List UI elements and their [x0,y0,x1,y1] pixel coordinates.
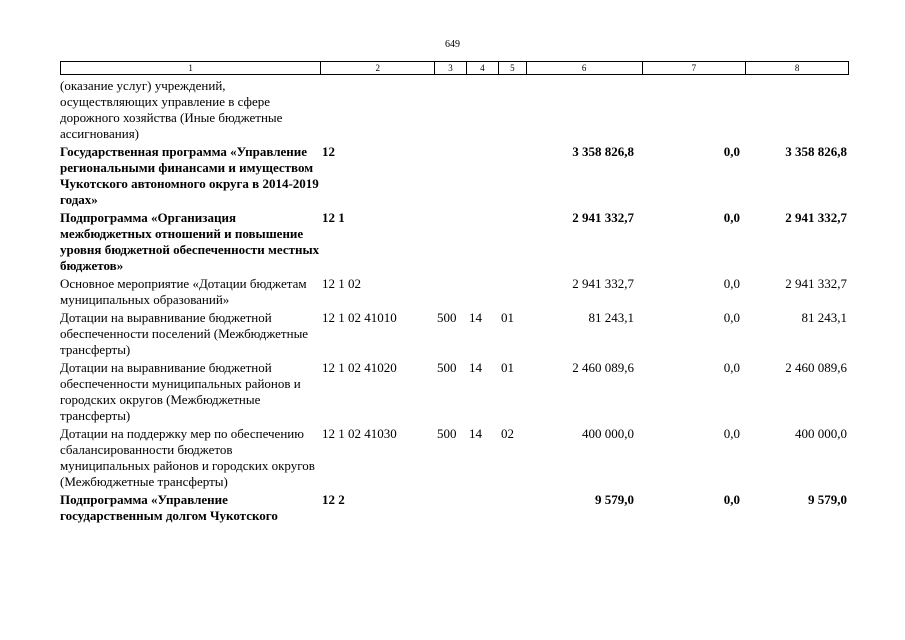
row-sum-3: 9 579,0 [808,492,847,507]
header-col-7: 7 [643,62,747,74]
header-col-3: 3 [435,62,467,74]
table-row [60,310,849,358]
table-row [60,426,849,490]
header-col-6: 6 [527,62,643,74]
row-sum-1: 2 941 332,7 [572,276,634,291]
row-sum-2: 0,0 [723,360,740,375]
row-sum-1: 81 243,1 [588,310,634,325]
row-sum-2: 0,0 [723,492,740,507]
row-name: Дотации на выравнивание бюджетной обеспеченности поселений (Межбюджетные трансферты) [60,310,309,357]
row-vid: 500 [437,310,457,325]
row-sum-3: 81 243,1 [801,310,847,325]
row-sum-2: 0,0 [723,144,740,159]
row-vid: 500 [437,426,457,441]
table-row [60,492,849,524]
row-sum-2: 0,0 [723,210,740,225]
row-sum-1: 400 000,0 [582,426,634,441]
row-sum-1: 9 579,0 [595,492,634,507]
row-podrazdel: 01 [501,360,514,375]
row-name: Дотации на выравнивание бюджетной обеспеченности муниципальных районов и городских округов (Межбюджетные трансферты) [60,360,301,423]
row-sum-3: 2 460 089,6 [785,360,847,375]
row-name: Подпрограмма «Организация межбюджетных отношений и повышение уровня бюджетной обеспеченности местных бюджетов» [60,210,320,273]
row-name: Подпрограмма «Управление государственным долгом Чукотского [60,492,278,523]
row-code: 12 1 02 [322,276,361,291]
row-sum-2: 0,0 [723,310,740,325]
header-col-1: 1 [61,62,321,74]
header-col-2: 2 [321,62,435,74]
row-sum-2: 0,0 [723,276,740,291]
row-sum-3: 2 941 332,7 [785,210,847,225]
row-sum-1: 3 358 826,8 [572,144,634,159]
row-podrazdel: 01 [501,310,514,325]
row-podrazdel: 02 [501,426,514,441]
header-col-4: 4 [467,62,499,74]
header-col-5: 5 [499,62,527,74]
row-sum-3: 400 000,0 [795,426,847,441]
row-sum-3: 3 358 826,8 [785,144,847,159]
row-code: 12 1 02 41020 [322,360,397,375]
table-row [60,276,849,308]
row-name: Государственная программа «Управление региональными финансами и имуществом Чукотского автономного округа в 2014-2019 годах» [60,144,319,207]
row-code: 12 2 [322,492,345,507]
row-code: 12 1 02 41030 [322,426,397,441]
table-row [60,78,849,142]
table-row [60,144,849,208]
row-name: Дотации на поддержку мер по обеспечению сбалансированности бюджетов муниципальных районов и городских округов (Межбюджетные трансферты) [60,426,315,489]
row-razdel: 14 [469,426,482,441]
row-code: 12 [322,144,335,159]
row-sum-2: 0,0 [723,426,740,441]
row-sum-3: 2 941 332,7 [785,276,847,291]
row-sum-1: 2 941 332,7 [572,210,634,225]
row-razdel: 14 [469,360,482,375]
header-col-8: 8 [794,63,800,73]
row-razdel: 14 [469,310,482,325]
row-name: Основное мероприятие «Дотации бюджетам муниципальных образований» [60,276,307,307]
row-code: 12 1 [322,210,345,225]
row-sum-1: 2 460 089,6 [572,360,634,375]
row-code: 12 1 02 41010 [322,310,397,325]
table-row [60,210,849,274]
row-name: (оказание услуг) учреждений, осуществляющих управление в сфере дорожного хозяйства (Иные бюджетные ассигнования) [60,78,283,141]
budget-table [60,61,849,524]
table-row [60,360,849,424]
row-vid: 500 [437,360,457,375]
table-header-row [60,61,849,75]
page-number: 649 [445,39,460,50]
